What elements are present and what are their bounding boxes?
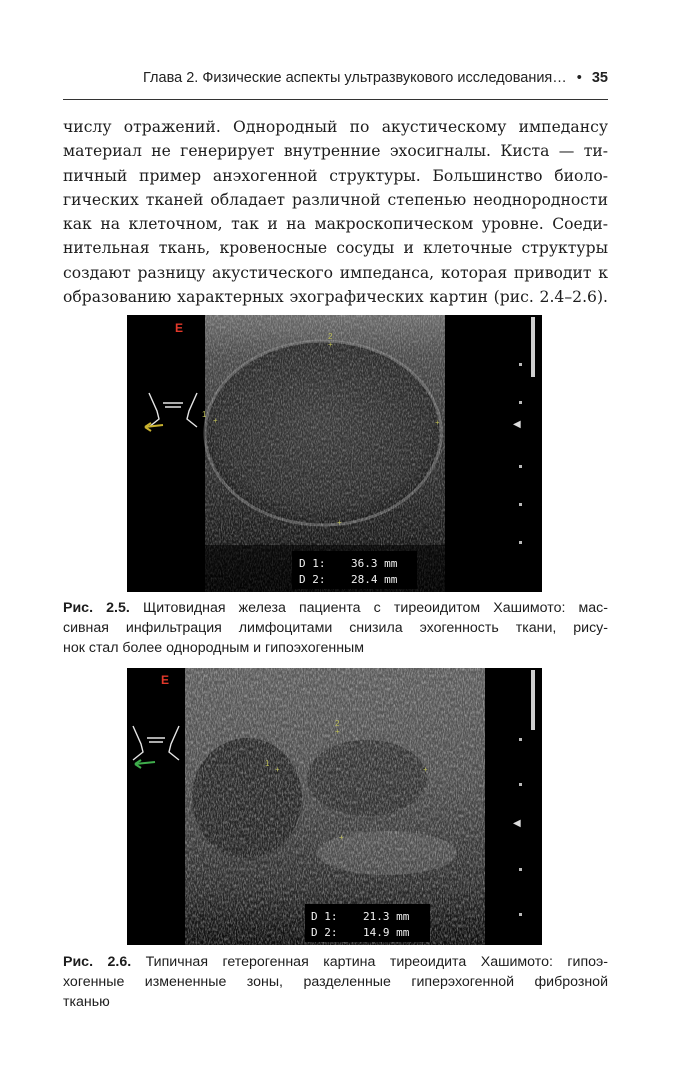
orientation-marker: E: [175, 321, 184, 335]
figure-caption-2-5: [63, 598, 608, 658]
focus-marker-icon: ◀: [513, 419, 521, 430]
measurement-value-d2: 14.9 mm: [363, 926, 410, 939]
body-line: числу отражений. Однородный по акустическому импедансу: [63, 118, 608, 136]
measurement-value-d1: 36.3 mm: [351, 557, 398, 570]
body-line: материал не генерирует внутренние эхосигналы. Киста — ти-: [63, 142, 608, 161]
measurement-value-d2: 28.4 mm: [351, 573, 398, 586]
caption-line: Щитовидная железа пациента с тиреоидитом Хашимото: мас-: [142, 600, 608, 616]
svg-text:+: +: [339, 833, 344, 842]
orientation-marker: E: [161, 673, 170, 687]
ultrasound-figure-2-6: [127, 668, 542, 945]
caption-line: сивная инфильтрация лимфоцитами снизила эхогенность ткани, рису-: [63, 620, 608, 636]
caliper-label: 1: [202, 410, 207, 419]
page-number: 35: [591, 70, 608, 86]
chapter-title: Глава 2. Физические аспекты ультразвукового исследования…: [143, 70, 567, 86]
header-bullet: •: [576, 70, 582, 86]
measurement-label-d2: D 2:: [311, 926, 338, 939]
measurement-label-d1: D 1:: [299, 557, 326, 570]
caliper-label: 2: [328, 332, 333, 341]
measurement-label-d2: D 2:: [299, 573, 326, 586]
body-line: образованию характерных эхографических картин (рис. 2.4–2.6).: [63, 288, 608, 307]
figure-caption-2-6: [63, 952, 608, 1012]
body-paragraph: [63, 115, 608, 309]
caption-line: тканью: [63, 994, 110, 1010]
body-line: как на клеточном, так и на макроскопическом уровне. Соеди-: [63, 215, 608, 234]
body-line: пичный пример анэхогенной структуры. Большинство биоло-: [63, 166, 608, 185]
svg-text:+: +: [328, 340, 333, 349]
ultrasound-figure-2-5: [127, 315, 542, 592]
svg-text:+: +: [275, 765, 280, 774]
svg-text:+: +: [335, 727, 340, 736]
running-header: [63, 70, 608, 86]
scroll-bar: [531, 317, 535, 377]
svg-text:+: +: [337, 518, 342, 527]
body-line: нительная ткань, кровеносные сосуды и клеточные структуры: [63, 239, 608, 258]
caliper-label: 1: [265, 759, 270, 768]
caption-line: хогенные измененные зоны, разделенные гиперэхогенной фиброзной: [63, 974, 608, 990]
caption-label: Рис. 2.5.: [63, 600, 130, 616]
caliper-label: 2: [335, 719, 340, 728]
body-line: гических тканей обладает различной степенью неоднородности: [63, 190, 608, 209]
header-rule: [63, 99, 608, 100]
caption-line: нок стал более однородным и гипоэхогенным: [63, 640, 364, 656]
caption-line: Типичная гетерогенная картина тиреоидита Хашимото: гипоэ-: [145, 954, 608, 970]
body-line: создают разницу акустического импеданса, которая приводит к: [63, 263, 608, 282]
svg-text:+: +: [213, 416, 218, 425]
measurement-label-d1: D 1:: [311, 910, 338, 923]
focus-marker-icon: ◀: [513, 818, 521, 829]
scroll-bar: [531, 670, 535, 730]
caption-label: Рис. 2.6.: [63, 954, 132, 970]
svg-text:+: +: [423, 765, 428, 774]
svg-text:+: +: [435, 418, 440, 427]
measurement-value-d1: 21.3 mm: [363, 910, 410, 923]
